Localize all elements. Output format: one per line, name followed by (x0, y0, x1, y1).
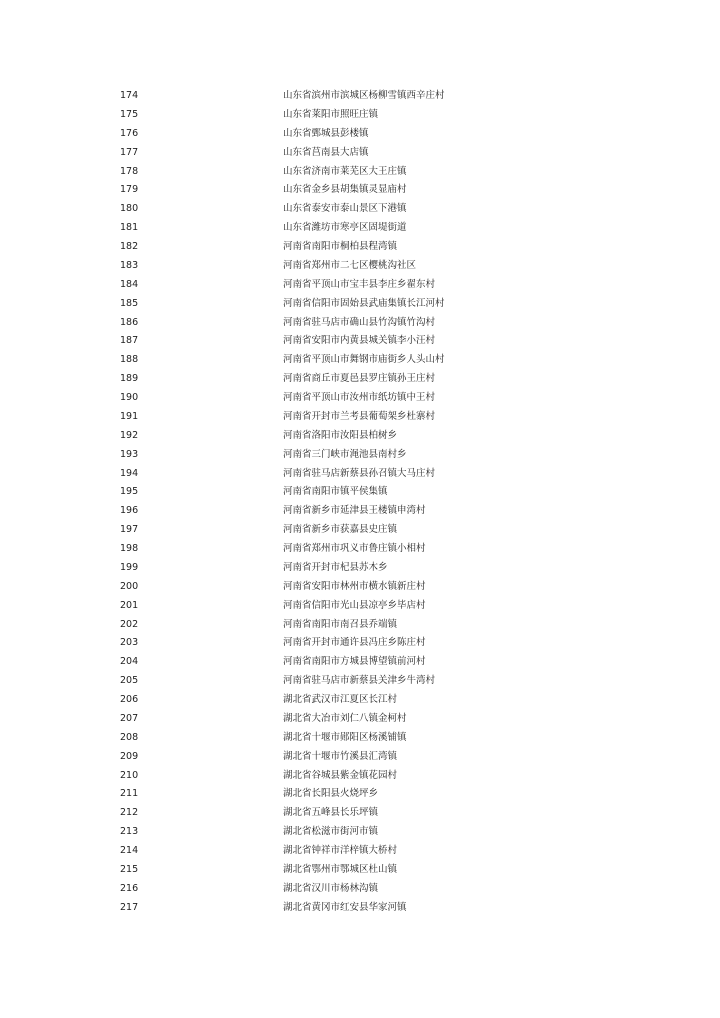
list-item (0, 181, 720, 200)
place-name: 河南省安阳市林州市横水镇新庄村 (283, 580, 426, 592)
place-name: 湖北省鄂州市鄂城区杜山镇 (283, 863, 398, 875)
row-number: 212 (120, 807, 139, 819)
place-name: 河南省驻马店市新蔡县关津乡牛湾村 (283, 675, 436, 687)
row-number: 184 (120, 278, 139, 290)
list-item (0, 87, 720, 106)
row-number: 178 (120, 165, 139, 177)
place-name: 湖北省十堰市郧阳区杨溪铺镇 (283, 731, 407, 743)
list-item (0, 200, 720, 219)
list-item (0, 634, 720, 653)
list-item (0, 823, 720, 842)
place-name: 山东省滨州市滨城区杨柳雪镇西辛庄村 (283, 90, 445, 101)
list-item (0, 880, 720, 899)
place-name: 河南省新乡市延津县王楼镇申湾村 (283, 505, 426, 517)
list-item (0, 691, 720, 710)
row-number: 187 (120, 335, 139, 347)
place-name: 山东省鄄城县彭楼镇 (283, 127, 369, 139)
list-item (0, 276, 720, 295)
list-item (0, 559, 720, 578)
row-number: 194 (120, 467, 139, 479)
row-number: 216 (120, 882, 139, 894)
list-item (0, 351, 720, 370)
place-name: 河南省商丘市夏邑县罗庄镇孙王庄村 (283, 373, 436, 385)
row-number: 179 (120, 184, 139, 196)
place-name: 山东省潍坊市寒亭区固堤街道 (283, 222, 407, 234)
row-number: 190 (120, 392, 139, 403)
row-number: 200 (120, 580, 139, 592)
row-number: 183 (120, 259, 139, 271)
list-item (0, 578, 720, 597)
place-name: 湖北省大冶市刘仁八镇金柯村 (283, 712, 407, 724)
list-item (0, 314, 720, 333)
row-number: 182 (120, 241, 139, 252)
row-number: 196 (120, 505, 139, 517)
list-item (0, 238, 720, 257)
list-item (0, 446, 720, 465)
place-name: 湖北省谷城县紫金镇花园村 (283, 769, 398, 781)
row-number: 197 (120, 524, 139, 536)
place-name: 河南省平顶山市舞钢市庙街乡人头山村 (283, 354, 445, 366)
place-name: 山东省泰安市泰山景区下港镇 (283, 203, 407, 215)
place-name: 河南省平顶山市宝丰县李庄乡翟东村 (283, 278, 436, 290)
place-name: 河南省三门峡市渑池县南村乡 (283, 448, 407, 460)
place-name: 湖北省黄冈市红安县华家河镇 (283, 901, 407, 913)
list-item (0, 257, 720, 276)
place-name: 湖北省十堰市竹溪县汇湾镇 (283, 750, 398, 762)
row-number: 206 (120, 694, 139, 705)
row-number: 213 (120, 826, 139, 838)
place-name: 河南省开封市兰考县葡萄架乡杜寨村 (283, 410, 436, 422)
list-item (0, 729, 720, 748)
row-number: 217 (120, 901, 139, 913)
place-name: 山东省金乡县胡集镇灵显庙村 (283, 184, 407, 196)
list-item (0, 163, 720, 182)
place-name: 河南省郑州市巩义市鲁庄镇小相村 (283, 543, 426, 554)
list-item (0, 389, 720, 408)
row-number: 193 (120, 448, 139, 460)
list-item (0, 767, 720, 786)
list-item (0, 502, 720, 521)
row-number: 195 (120, 486, 139, 498)
row-number: 201 (120, 599, 139, 611)
list-item (0, 653, 720, 672)
place-name: 河南省郑州市二七区樱桃沟社区 (283, 259, 417, 271)
place-name: 河南省南阳市南召县乔端镇 (283, 618, 398, 630)
place-name: 湖北省钟祥市洋梓镇大桥村 (283, 845, 398, 856)
row-number: 207 (120, 712, 139, 724)
row-number: 185 (120, 297, 139, 309)
list-item (0, 804, 720, 823)
place-name: 河南省安阳市内黄县城关镇李小汪村 (283, 335, 436, 347)
place-name: 湖北省武汉市江夏区长江村 (283, 694, 398, 705)
place-name: 湖北省五峰县长乐坪镇 (283, 807, 379, 819)
place-name: 湖北省松滋市街河市镇 (283, 826, 379, 838)
place-name: 河南省驻马店市确山县竹沟镇竹沟村 (283, 316, 436, 328)
place-name: 河南省南阳市方城县博望镇前河村 (283, 656, 426, 668)
row-number: 181 (120, 222, 139, 234)
list-item (0, 540, 720, 559)
row-number: 215 (120, 863, 139, 875)
row-number: 205 (120, 675, 139, 687)
row-number: 202 (120, 618, 139, 630)
row-number: 175 (120, 108, 139, 120)
row-number: 203 (120, 637, 139, 649)
row-number: 177 (120, 146, 139, 158)
row-number: 192 (120, 429, 139, 441)
list-item (0, 483, 720, 502)
place-name: 山东省莱阳市照旺庄镇 (283, 108, 379, 120)
list-item (0, 465, 720, 484)
list-item (0, 616, 720, 635)
place-name: 河南省信阳市固始县武庙集镇长江河村 (283, 297, 445, 309)
place-name: 河南省开封市杞县苏木乡 (283, 561, 388, 573)
list-item (0, 144, 720, 163)
row-number: 189 (120, 373, 139, 385)
row-number: 198 (120, 543, 139, 554)
list-item (0, 597, 720, 616)
place-name: 河南省新乡市获嘉县史庄镇 (283, 524, 398, 536)
list-item (0, 748, 720, 767)
place-name: 河南省驻马店新蔡县孙召镇大马庄村 (283, 467, 436, 479)
list-item (0, 408, 720, 427)
row-number: 209 (120, 750, 139, 762)
row-number: 188 (120, 354, 139, 366)
row-number: 208 (120, 731, 139, 743)
list-item (0, 295, 720, 314)
place-name: 河南省洛阳市汝阳县柏树乡 (283, 429, 398, 441)
place-name: 河南省信阳市光山县凉亭乡毕店村 (283, 599, 426, 611)
place-list (0, 87, 720, 918)
list-item (0, 521, 720, 540)
list-item (0, 710, 720, 729)
list-item (0, 125, 720, 144)
place-name: 山东省莒南县大店镇 (283, 146, 369, 158)
row-number: 174 (120, 90, 139, 101)
list-item (0, 332, 720, 351)
row-number: 211 (120, 788, 139, 800)
row-number: 214 (120, 845, 139, 856)
list-item (0, 219, 720, 238)
place-name: 河南省开封市通许县冯庄乡陈庄村 (283, 637, 426, 649)
place-name: 河南省平顶山市汝州市纸坊镇中王村 (283, 392, 436, 403)
row-number: 210 (120, 769, 139, 781)
list-item (0, 842, 720, 861)
list-item (0, 899, 720, 918)
place-name: 湖北省汉川市杨林沟镇 (283, 882, 379, 894)
list-item (0, 861, 720, 880)
list-item (0, 672, 720, 691)
row-number: 176 (120, 127, 139, 139)
row-number: 199 (120, 561, 139, 573)
place-name: 湖北省长阳县火烧坪乡 (283, 788, 379, 800)
place-name: 河南省南阳市桐柏县程湾镇 (283, 241, 398, 252)
list-item (0, 370, 720, 389)
place-name: 山东省济南市莱芜区大王庄镇 (283, 165, 407, 177)
row-number: 180 (120, 203, 139, 215)
list-item (0, 785, 720, 804)
row-number: 204 (120, 656, 139, 668)
list-item (0, 106, 720, 125)
list-item (0, 427, 720, 446)
row-number: 191 (120, 410, 139, 422)
place-name: 河南省南阳市镇平侯集镇 (283, 486, 388, 498)
row-number: 186 (120, 316, 139, 328)
